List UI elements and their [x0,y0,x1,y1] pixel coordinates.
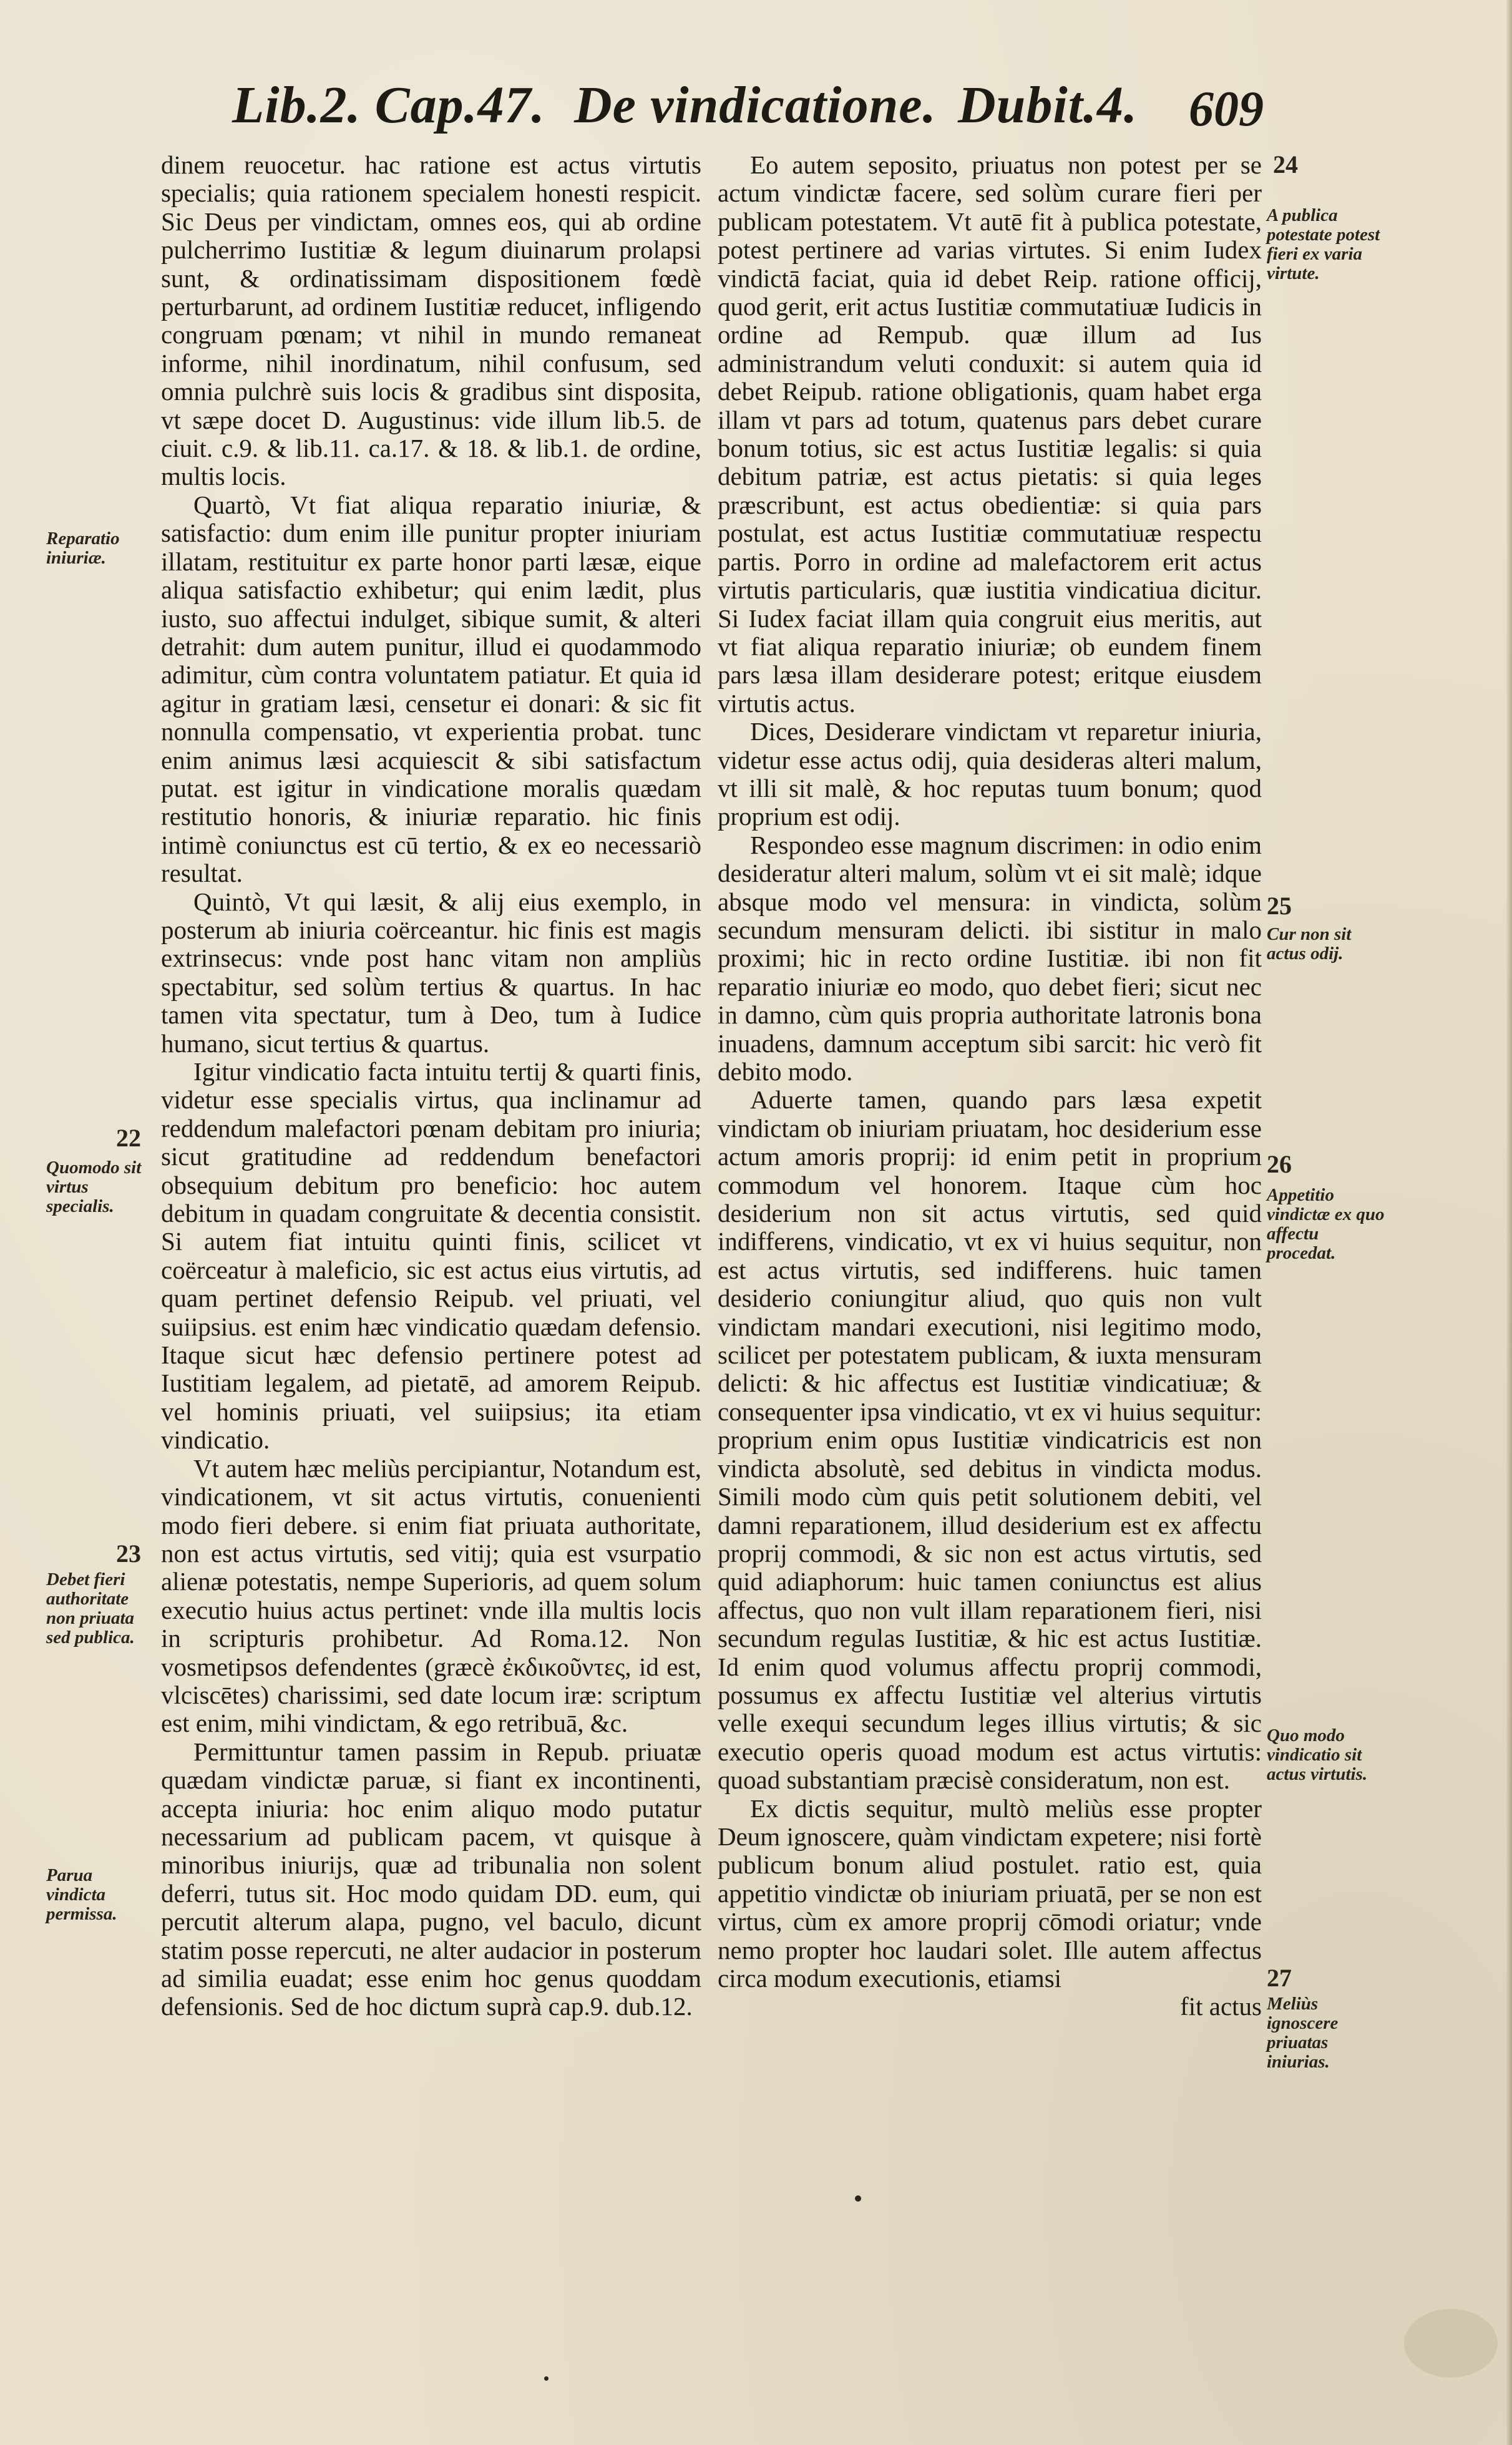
running-header [225,75,1285,144]
margin-note-cur-non-odij: Cur non sit actus odij. [1267,924,1352,964]
section-number-24: 24 [1273,150,1298,178]
right-paragraph-4: Aduerte tamen, quando pars læsa expetit vindictam ob iniuriam priuatam, hoc desiderium esse actum amoris proprij: id enim petit in proprium commodum vel honorem. Itaque cùm hoc desiderium non sit actus virtutis, sed quid indifferens, vindicatio, vt ex vi huius sequitur, non est actus virtutis, sed indifferens. huic tamen desiderio coniungitur aliud, quo quis non vult vindictam mandari executioni, nisi legitimo modo, scilicet per potestatem publicam, & iuxta mensuram delicti: & hic affectus est Iustitiæ vindicatiuæ; & consequenter ipsa vindicatio, vt ex vi huius sequitur: proprium enim opus Iustitiæ vindicatricis est non vindicta absolutè, sed debitus in vindicta modus. Simili modo cùm quis petit solutionem debiti, vel damni reparationem, illud desiderium est ex affectu proprij commodi, & sic non est actus virtutis, sed quid adiaphorum: huic tamen coniunctus est alius affectus, quo non vult illam reparationem fieri, nisi secundum regulas Iustitiæ, & hic est actus Iustitiæ. Id enim quod volumus affectu proprij commodi, possumus ex affectu Iustitiæ vel alterius virtutis velle exequi secundum leges illius virtutis; & sic executio operis quoad modum est actus virtutis: quoad substantiam præcisè consideratum, non est. [718,1085,1262,1795]
right-paragraph-1: Eo autem seposito, priuatus non potest per se actum vindictæ facere, sed solùm curare fieri per publicam potestatem. Vt autē fit à publica potestate, potest pertinere ad varias virtutes. Si enim Iudex vindictā faciat, quia id debet Reip. ratione officij, quod gerit, erit actus Iustitiæ commutatiuæ Iudicis in ordine ad Rempub. quæ illum ad Ius administrandum veluti conduxit: si autem quia id debet Reipub. ratione obligationis, quam habet erga illam vt pars ad totum, quatenus pars debet curare bonum totius, sic est actus Iustitiæ legalis: si quia debitum patriæ, est actus pietatis: si quia leges præscribunt, est actus obedientiæ: si quia pars postulat, est actus Iustitiæ commutatiuæ respectu partis. Porro in ordine ad malefactorem erit actus virtutis particularis, quæ iustitia vindicatiua dicitur. Si Iudex faciat illam quia congruit eius meritis, aut vt fiat aliqua reparatio iniuriæ; ob eundem finem pars læsa illam desiderare potest; eritque eiusdem virtutis actus. [718,150,1262,718]
left-paragraph-4: Igitur vindicatio facta intuitu tertij & quarti finis, videtur esse specialis virtus, qua inclinamur ad reddendum malefactori pœnam debitam pro iniuria; sicut gratitudine ad reddendum benefactori obsequium debitum pro beneficio: hoc autem debitum in quadam congruitate & decentia consistit. Si autem fiat intuitu quinti finis, scilicet vt coërceatur à maleficio, sic est actus eius virtutis, ad quam pertinet defensio Reipub. vel priuati, vel suiipsius. est enim hæc vindicatio quædam defensio. Itaque sicut hæc defensio pertinere potest ad Iustitiam legalem, ad pietatē, ad amorem Reipub. vel hominis priuati, vel suiipsius; ita etiam vindicatio. [161,1057,701,1455]
ink-speck [855,2195,861,2202]
margin-note-authoritate: Debet fieri authoritate non priuata sed publica. [46,1569,135,1647]
left-paragraph-5: Vt autem hæc meliùs percipiantur, Notandum est, vindicationem, vt sit actus virtutis, conuenienti modo fieri debere. si enim fiat priuata authoritate, non est actus virtutis, sed vitij; quia est vsurpatio alienæ potestatis, nempe Superioris, ad quem solum executio huius actus pertinet: vnde illa multis locis in scripturis prohibetur. Ad Roma.12. Non vosmetipsos defendentes (græcè ἐκδικοῦντες, id est, vlciscētes) charissimi, sed date locum iræ: scriptum est enim, mihi vindictam, & ego retribuā, &c. [161,1453,701,1738]
right-column [718,151,1262,2021]
section-number-22: 22 [116,1124,141,1152]
section-number-26: 26 [1267,1150,1292,1178]
right-paragraph-2: Dices, Desiderare vindictam vt reparetur iniuria, videtur esse actus odij, quia desideras alteri malum, vt illi sit malè, & hoc reputas tuum bonum; quod proprium est odij. [718,717,1262,831]
paper-stain [1404,2309,1498,2378]
header-dubit: Dubit.4. [958,76,1138,134]
margin-note-publica-potestate: A publica potestate potest fieri ex varia virtute. [1267,205,1380,283]
ink-speck [544,2376,549,2381]
section-number-23: 23 [116,1540,141,1568]
left-paragraph-3: Quintò, Vt qui læsit, & alij eius exemplo, in posterum ab iniuria coërceantur. hic finis est magis extrinsecus: vnde post hanc vitam non ampliùs spectabitur, sed solùm tertius & quartus. In hac tamen vita spectatur, tum à Deo, tum à Iudice humano, sicut tertius & quartus. [161,887,701,1058]
left-column [161,151,701,2021]
right-paragraph-5: Ex dictis sequitur, multò meliùs esse propter Deum ignoscere, quàm vindictam expetere; nisi fortè publicum bonum aliud postulet. ratio est, quia appetitio vindictæ ob iniuriam priuatā, per se non est virtus, cùm ex amore proprij cōmodi oriatur; vnde nemo propter hoc laudari solet. Ille autem affectus circa modum executionis, etiamsi [718,1793,1262,1993]
margin-note-quo-modo: Quo modo vindicatio sit actus virtutis. [1267,1725,1368,1784]
catchword: fit actus [1180,1992,1262,2021]
header-book-chapter: Lib.2. Cap.47. [232,76,545,134]
left-paragraph-6: Permittuntur tamen passim in Repub. priuatæ quædam vindictæ paruæ, si fiant ex incontinenti, accepta iniuria: hoc enim aliquo modo putatur necessarium ad publicam pacem, vt quisque à minoribus iniurijs, quæ ad tribunalia non solent deferri, tutus sit. Hoc modo quidam DD. eum, qui percutit alterum alapa, pugno, vel baculo, dicunt statim posse repercuti, ne alter audacior in posterum ad similia euadat; esse enim hoc genus quoddam defensionis. Sed de hoc dictum suprà cap.9. dub.12. [161,1737,701,2021]
header-subject: De vindicatione. [574,76,937,134]
margin-note-quomodo-virtus: Quomodo sit virtus specialis. [46,1158,142,1216]
page-edge-shadow [1506,0,1512,2445]
section-number-27: 27 [1267,1964,1292,1992]
left-paragraph-2: Quartò, Vt fiat aliqua reparatio iniuriæ, & satisfactio: dum enim ille punitur propter iniuriam illatam, restituitur ex parte honor parti læsæ, eique aliqua satisfactio exhibetur; qui enim lædit, plus iusto, suo affectui indulget, sibique sumit, & alteri detrahit: dum autem punitur, illud ei quodammodo adimitur, cùm contra voluntatem patiatur. Et quia id agitur in gratiam læsi, censetur ei donari: & sic fit nonnulla compensatio, vt experientia probat. tunc enim animus læsi acquiescit & sibi satisfactum putat. est igitur in vindicatione moralis quædam restitutio honoris, & iniuriæ reparatio. hic finis intimè coniunctus est cū tertio, & ex eo necessariò resultat. [161,490,701,888]
margin-note-appetitio: Appetitio vindictæ ex quo affectu procedat. [1267,1185,1385,1263]
page-number: 609 [1189,82,1264,137]
margin-note-parua-vindicta: Parua vindicta permissa. [46,1865,117,1924]
margin-note-melius-ignoscere: Meliùs ignoscere priuatas iniurias. [1267,1994,1339,2072]
section-number-25: 25 [1267,892,1292,920]
left-paragraph-1: dinem reuocetur. hac ratione est actus virtutis specialis; quia rationem specialem honesti respicit. Sic Deus per vindictam, omnes eos, qui ab ordine pulcherrimo Iustitiæ & legum diuinarum prolapsi sunt, & ordinatissimam dispositionem fœdè perturbarunt, ad ordinem Iustitiæ reducet, infligendo congruam pœnam; vt nihil in mundo remaneat informe, nihil inordinatum, nihil confusum, sed omnia pulchrè suis locis & gradibus sint disposita, vt sæpe docet D. Augustinus: vide illum lib.5. de ciuit. c.9. & lib.11. ca.17. & 18. & lib.1. de ordine, multis locis. [161,150,701,491]
margin-note-reparatio: Reparatio iniuriæ. [46,529,120,568]
right-paragraph-3: Respondeo esse magnum discrimen: in odio enim desideratur alteri malum, solùm vt ei sit malè; idque absque modo vel mensura: in vindicta, solùm secundum mensuram delicti. ibi sistitur in malo proximi; hic in recto ordine Iustitiæ. ibi non fit reparatio iniuriæ eo modo, quo debet fieri; sicut nec in damno, cùm quis propria authoritate latronis bona inuadens, damnum acceptum sibi sarcit: hic verò fit debito modo. [718,830,1262,1086]
